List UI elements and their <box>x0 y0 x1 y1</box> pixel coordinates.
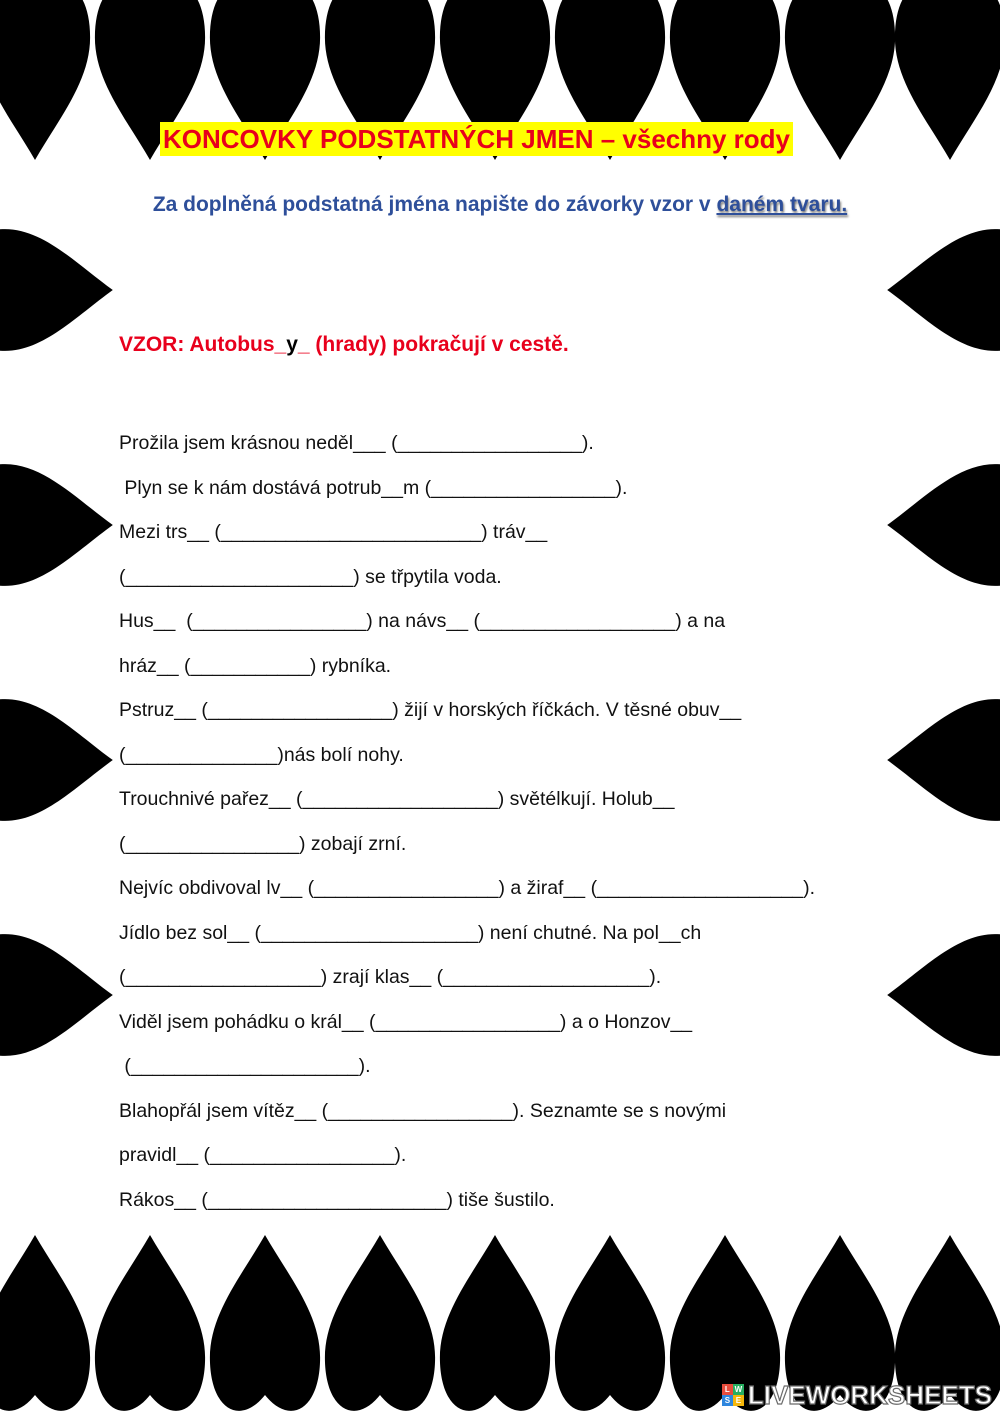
exercise-line[interactable]: Plyn se k nám dostává potrub__m (_________________). <box>119 476 628 499</box>
exercise-line[interactable]: Viděl jsem pohádku o král__ (_________________) a o Honzov__ <box>119 1010 693 1033</box>
exercise-line[interactable]: (_____________________) se třpytila voda. <box>119 565 502 588</box>
liveworksheets-brand: LIVEWORKSHEETS <box>747 1379 992 1410</box>
heart-shape <box>895 0 1000 160</box>
heart-shape <box>0 1235 90 1411</box>
heart-shape <box>555 1235 665 1411</box>
heart-shape <box>210 1235 320 1411</box>
heart-shape <box>0 464 113 586</box>
heart-shape <box>887 229 1000 351</box>
logo-cell: S <box>722 1395 733 1406</box>
liveworksheets-logo-icon <box>722 1384 744 1406</box>
example-sentence <box>119 333 569 357</box>
exercise-line[interactable]: hráz__ (___________) rybníka. <box>119 654 392 677</box>
exercise-line[interactable]: Hus__ (________________) na návs__ (__________________) a na <box>119 610 726 632</box>
instruction-main: Za doplněná podstatná jména napište do závorky vzor v <box>152 193 717 216</box>
exercise-line[interactable]: Blahopřál jsem vítěz__ (_________________). Seznamte se s novými <box>119 1099 727 1122</box>
exercise-line[interactable]: (______________)nás bolí nohy. <box>119 743 404 766</box>
exercise-line[interactable]: Mezi trs__ (________________________) tráv__ <box>119 521 548 543</box>
exercise-line[interactable]: Pstruz__ (_________________) žijí v horských říčkách. V těsné obuv__ <box>119 699 742 721</box>
logo-cell: L <box>722 1384 733 1395</box>
heart-shape <box>0 934 113 1056</box>
logo-cell: W <box>734 1385 743 1394</box>
exercise-line[interactable]: Nejvíc obdivoval lv__ (_________________) a žiraf__ (___________________). <box>119 877 816 899</box>
exercise-line[interactable]: pravidl__ (_________________). <box>119 1144 407 1166</box>
heart-shape <box>887 934 1000 1056</box>
heart-shape <box>785 0 895 160</box>
heart-shape <box>887 699 1000 821</box>
heart-shape <box>887 464 1000 586</box>
liveworksheets-footer[interactable] <box>722 1381 992 1409</box>
heart-shape <box>95 1235 205 1411</box>
heart-shape <box>0 229 113 351</box>
exercise-line[interactable]: (__________________) zrají klas__ (___________________). <box>119 966 662 988</box>
logo-cell: E <box>733 1395 744 1406</box>
heart-shape <box>325 1235 435 1411</box>
worksheet-title: KONCOVKY PODSTATNÝCH JMEN – všechny rody <box>160 122 793 156</box>
exercise-lines <box>119 426 879 1227</box>
exercise-line[interactable]: Prožila jsem krásnou neděl___ (_________________). <box>119 432 594 454</box>
instruction-highlight: daném tvaru. <box>716 193 848 216</box>
heart-shape <box>0 699 113 821</box>
exercise-line[interactable]: Trouchnivé pařez__ (__________________) světélkují. Holub__ <box>119 788 675 810</box>
exercise-line[interactable]: Jídlo bez sol__ (____________________) není chutné. Na pol__ch <box>119 921 702 944</box>
heart-shape <box>0 0 90 160</box>
exercise-line[interactable]: Rákos__ (______________________) tiše šustilo. <box>119 1188 555 1211</box>
exercise-line[interactable]: (_____________________). <box>119 1055 371 1077</box>
example-suffix: _ (hrady) pokračují v cestě. <box>297 333 569 356</box>
exercise-line[interactable]: (________________) zobají zrní. <box>119 832 407 855</box>
instruction-text <box>130 182 870 228</box>
example-prefix: VZOR: Autobus_ <box>119 333 287 356</box>
heart-shape <box>440 1235 550 1411</box>
example-answer: y <box>286 333 298 356</box>
